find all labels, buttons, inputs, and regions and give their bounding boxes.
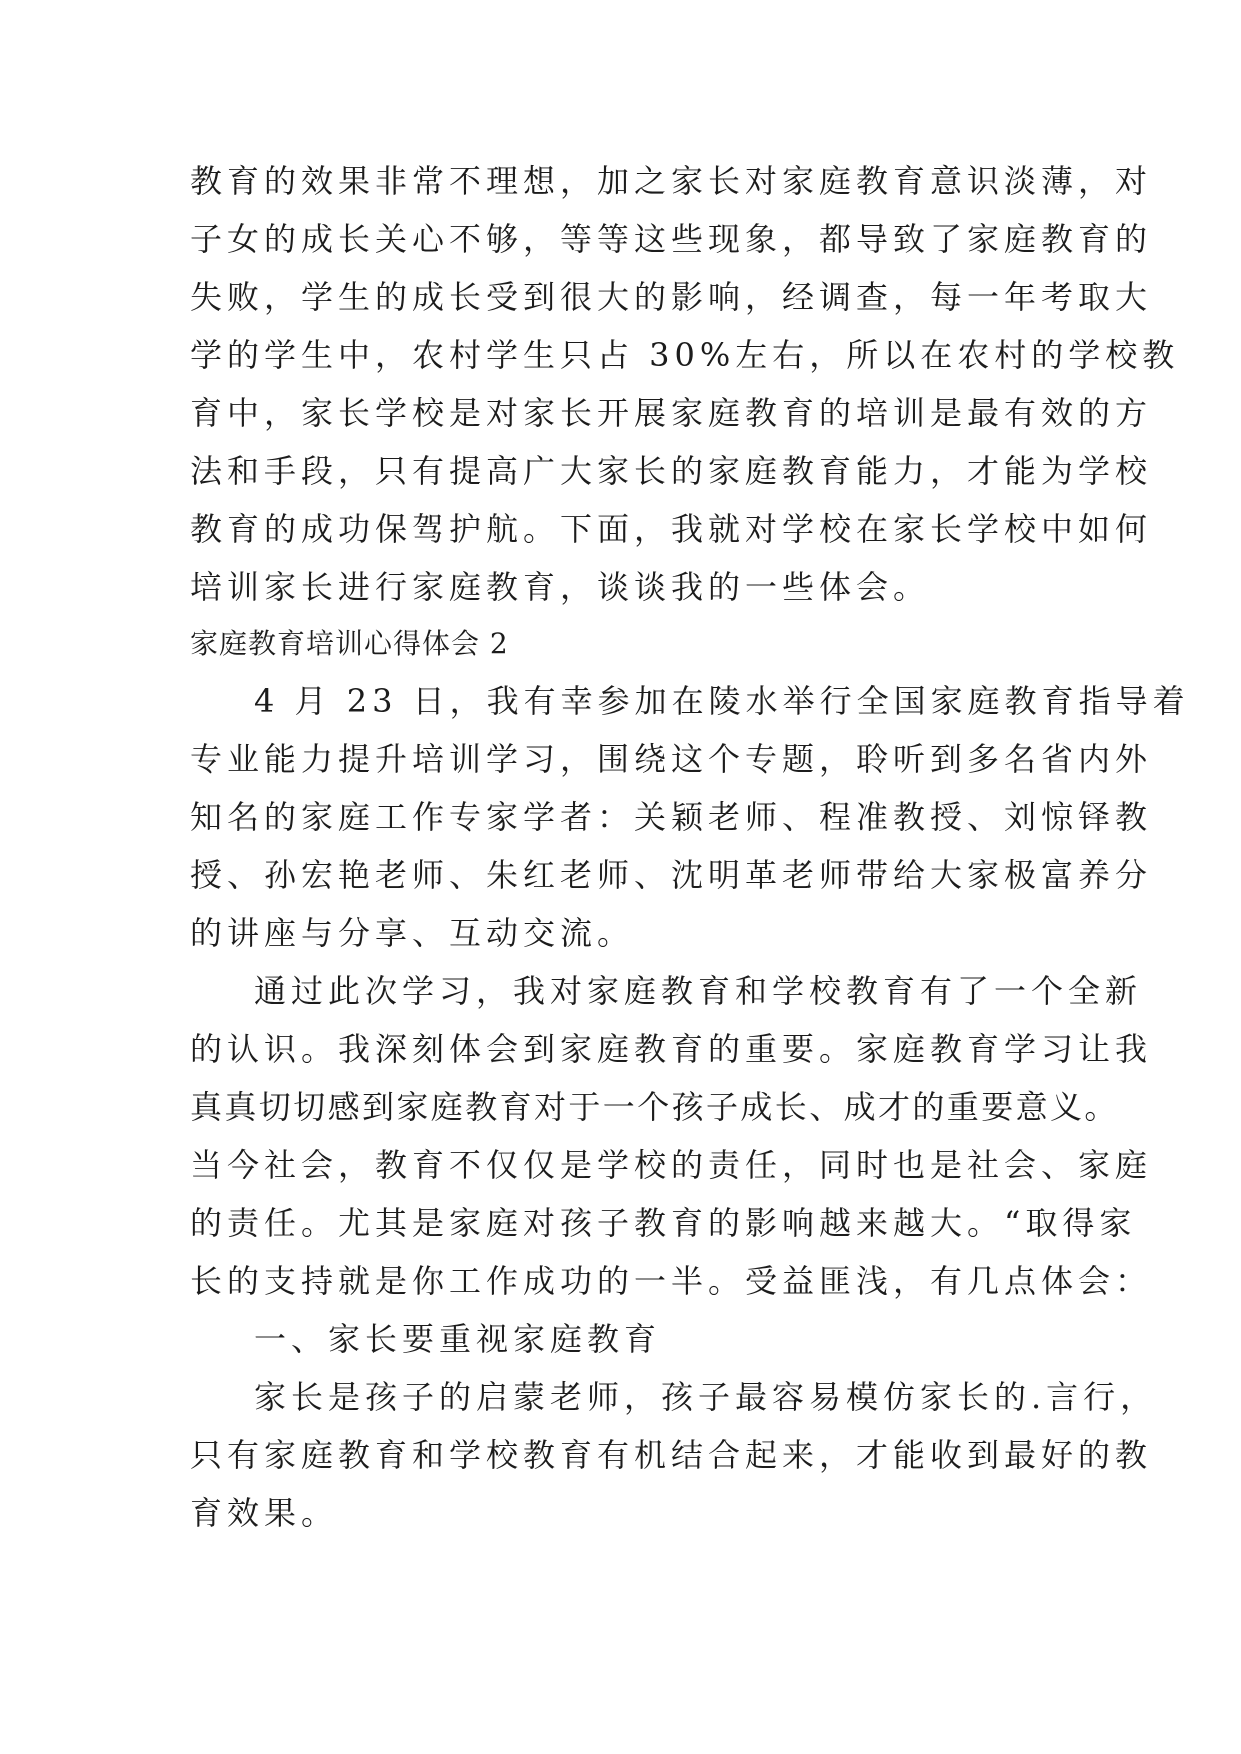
text-line: 当今社会，教育不仅仅是学校的责任，同时也是社会、家庭 <box>190 1146 1153 1184</box>
paragraph-training-intro <box>190 672 1190 962</box>
text-line: 通过此次学习，我对家庭教育和学校教育有了一个全新 <box>254 972 1143 1010</box>
subheading: 一、家长要重视家庭教育 <box>254 1320 662 1358</box>
text-line: 教育的效果非常不理想，加之家长对家庭教育意识淡薄，对 <box>190 162 1153 200</box>
text-line: 的认识。我深刻体会到家庭教育的重要。家庭教育学习让我 <box>190 1030 1153 1068</box>
text-line: 学的学生中，农村学生只占 30%左右，所以在农村的学校教 <box>190 336 1180 374</box>
text-line: 专业能力提升培训学习，围绕这个专题，聆听到多名省内外 <box>190 740 1153 778</box>
text-line: 教育的成功保驾护航。下面，我就对学校在家长学校中如何 <box>190 510 1153 548</box>
paragraph-learning <box>190 962 1153 1310</box>
text-line: 法和手段，只有提高广大家长的家庭教育能力，才能为学校 <box>190 452 1153 490</box>
paragraph-continued <box>190 152 1180 616</box>
text-line: 培训家长进行家庭教育，谈谈我的一些体会。 <box>190 568 931 606</box>
text-line: 育中，家长学校是对家长开展家庭教育的培训是最有效的方 <box>190 394 1153 432</box>
document-page <box>190 152 1190 1542</box>
text-line: 的讲座与分享、互动交流。 <box>190 914 635 952</box>
text-line: 家长是孩子的启蒙老师，孩子最容易模仿家长的.言行， <box>254 1378 1158 1416</box>
text-line: 知名的家庭工作专家学者：关颖老师、程准教授、刘惊铎教 <box>190 798 1153 836</box>
text-line: 的责任。尤其是家庭对孩子教育的影响越来越大。“取得家 <box>190 1204 1137 1242</box>
text-line: 失败，学生的成长受到很大的影响，经调查，每一年考取大 <box>190 278 1153 316</box>
text-line: 真真切切感到家庭教育对于一个孩子成长、成才的重要意义。 <box>190 1088 1119 1126</box>
text-line: 子女的成长关心不够，等等这些现象，都导致了家庭教育的 <box>190 220 1153 258</box>
text-line: 授、孙宏艳老师、朱红老师、沈明革老师带给大家极富养分 <box>190 856 1153 894</box>
paragraph-parents <box>190 1368 1158 1542</box>
section-title: 家庭教育培训心得体会 2 <box>190 627 509 660</box>
text-line: 只有家庭教育和学校教育有机结合起来，才能收到最好的教 <box>190 1436 1153 1474</box>
text-line: 育效果。 <box>190 1494 339 1532</box>
text-line: 长的支持就是你工作成功的一半。受益匪浅，有几点体会： <box>190 1262 1153 1300</box>
text-line: 4 月 23 日，我有幸参加在陵水举行全国家庭教育指导着 <box>254 682 1190 720</box>
